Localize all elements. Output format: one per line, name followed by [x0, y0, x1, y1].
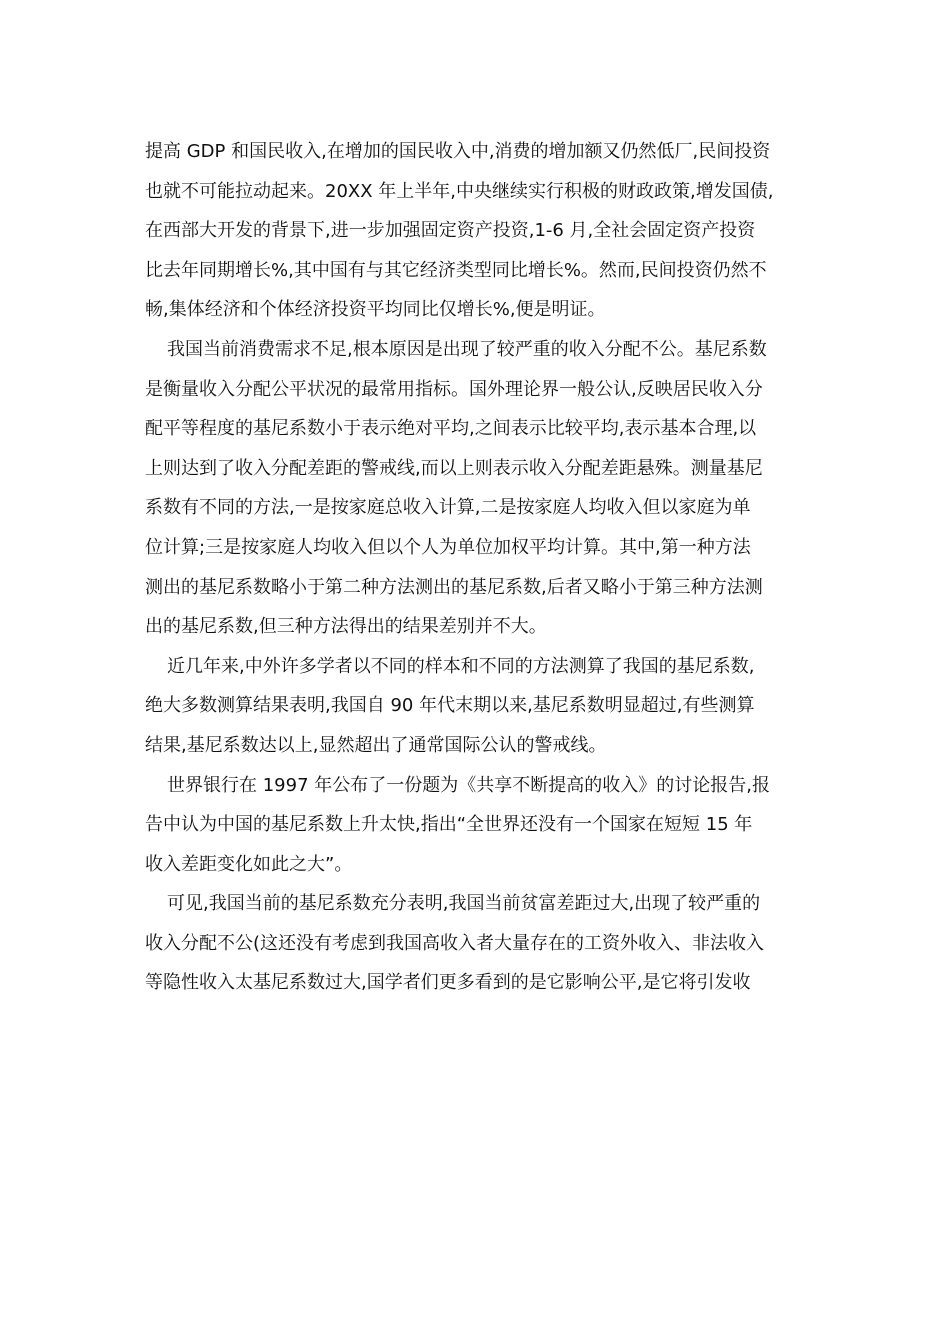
text-line: 出的基尼系数,但三种方法得出的结果差别并不大。	[145, 616, 547, 638]
text-line: 是衡量收入分配公平状况的最常用指标。国外理论界一般公认,反映居民收入分	[145, 378, 763, 400]
text-line: 我国当前消费需求不足,根本原因是出现了较严重的收入分配不公。基尼系数	[167, 338, 767, 360]
text-line: 等隐性收入太基尼系数过大,国学者们更多看到的是它影响公平,是它将引发收	[145, 972, 751, 994]
text-line: 告中认为中国的基尼系数上升太快,指出“全世界还没有一个国家在短短 15 年	[145, 814, 753, 836]
text-line: 绝大多数测算结果表明,我国自 90 年代末期以来,基尼系数明显超过,有些测算	[145, 695, 755, 717]
text-line: 近几年来,中外许多学者以不同的样本和不同的方法测算了我国的基尼系数,	[167, 655, 755, 677]
text-line: 系数有不同的方法,一是按家庭总收入计算,二是按家庭人均收入但以家庭为单	[145, 497, 751, 519]
text-line: 位计算;三是按家庭人均收入但以个人为单位加权平均计算。其中,第一种方法	[145, 536, 751, 558]
paragraph-1	[145, 132, 810, 330]
text-line: 结果,基尼系数达以上,显然超出了通常国际公认的警戒线。	[145, 734, 607, 756]
document-page	[145, 132, 810, 1003]
text-line: 可见,我国当前的基尼系数充分表明,我国当前贫富差距过大,出现了较严重的	[167, 893, 761, 915]
text-line: 世界银行在 1997 年公布了一份题为《共享不断提高的收入》的讨论报告,报	[167, 774, 770, 796]
text-line: 测出的基尼系数略小于第二种方法测出的基尼系数,后者又略小于第三种方法测	[145, 576, 763, 598]
text-line: 畅,集体经济和个体经济投资平均同比仅增长%,便是明证。	[145, 299, 606, 321]
text-line: 收入差距变化如此之大”。	[145, 853, 353, 875]
paragraph-2	[145, 330, 810, 647]
text-line: 收入分配不公(这还没有考虑到我国高收入者大量存在的工资外收入、非法收入	[145, 932, 765, 954]
text-line: 也就不可能拉动起来。20XX 年上半年,中央继续实行积极的财政政策,增发国债,	[145, 180, 774, 202]
paragraph-5	[145, 884, 810, 1003]
text-line: 比去年同期增长%,其中国有与其它经济类型同比增长%。然而,民间投资仍然不	[145, 259, 767, 281]
paragraph-4	[145, 766, 810, 885]
text-line: 提高 GDP 和国民收入,在增加的国民收入中,消费的增加额又仍然低厂,民间投资	[145, 141, 771, 162]
text-line: 上则达到了收入分配差距的警戒线,而以上则表示收入分配差距悬殊。测量基尼	[145, 457, 763, 479]
text-line: 配平等程度的基尼系数小于表示绝对平均,之间表示比较平均,表示基本合理,以	[145, 418, 757, 440]
text-line: 在西部大开发的背景下,进一步加强固定资产投资,1-6 月,全社会固定资产投资	[145, 220, 756, 242]
paragraph-3	[145, 647, 810, 766]
